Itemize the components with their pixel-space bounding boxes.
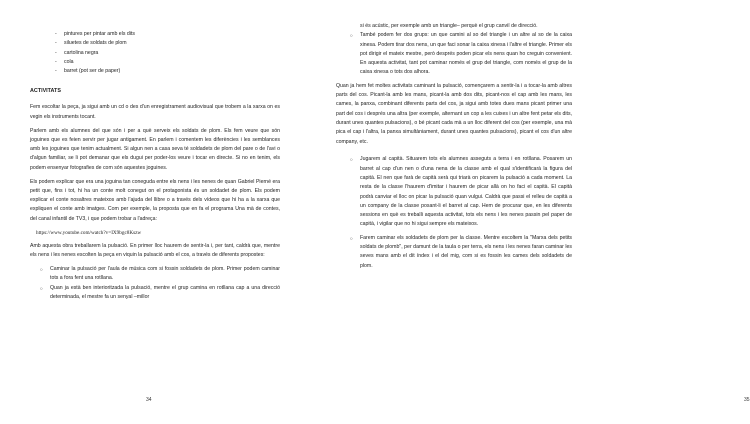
activity-list	[30, 265, 280, 302]
list-item: ○ També podem fer dos grups: un que camini al so del triangle i un altre al so de la caixa xinesa. Podem tirar dos nens, un que faci sonar la caixa xinesa i l'altre el triangle. Primer els pot dirigir el mateix mestre, però després poden picar els nens quan ho creguin convenient. En aquesta activitat, tant pot caminar només el grup del triangle, com només el grup de la caixa xinesa o tots dos alhora.	[350, 32, 572, 76]
list-item: - pintures per pintar amb els dits	[30, 30, 280, 39]
list-item: - cartolina negra	[30, 49, 280, 58]
open-circle-icon: ○	[350, 33, 353, 39]
dash-icon: -	[55, 68, 57, 75]
list-item: ○ Caminar la pulsació per l'aula de música com si fossin soldadets de plom. Primer podem caminar tots a fora fent una rotllana.	[40, 265, 280, 282]
dash-icon: -	[55, 49, 57, 56]
list-item: - cola	[30, 58, 280, 67]
video-link[interactable]: https://www.youtube.com/watch?v=IX9bgc8Kszw	[36, 229, 142, 236]
list-item: - siluetes de soldats de plom	[30, 39, 280, 48]
open-circle-icon: ○	[350, 235, 353, 241]
dash-icon: -	[55, 40, 57, 47]
list-item: ○ Quan ja està ben interioritzada la pulsació, mentre el grup camina en rotllana cap a una direcció determinada, el mestre fa un senyal –millor	[40, 284, 280, 300]
list-item: - barret (pot ser de paper)	[30, 67, 280, 76]
activity-list-continued	[340, 22, 572, 78]
paragraph: Els podem explicar que era una joguina tan coneguda entre els nens i les nenes de quan Gabriel Pierné era petit que, fins i tot, hi ha un conte molt conegut on el protagonista és un soldadet de plom. Els podem explicar el conte nosaltres mateixos amb l'ajuda del llibre o a través dels vídeos que hi ha a la xarxa que expliquen el conte amb imatges. Com per exemple, la proposta que en fa el programa Una mà de contes, del canal infantil de TV3, i que podem trobar a l'adreça:	[30, 178, 280, 222]
open-circle-icon: ○	[40, 285, 43, 291]
left-page	[0, 0, 300, 424]
paragraph: Amb aquesta obra treballarem la pulsació. En primer lloc haurem de sentir-la i, per tant, caldrà que, mentre els nens i les nenes escolten la peça en viquin la pulsació amb el cos, a través de diferents propostes:	[30, 242, 280, 259]
list-item: si és acústic, per exemple amb un triangle– perquè el grup canviï de direcció.	[360, 23, 538, 29]
activity-list-second	[340, 155, 572, 271]
list-item: ○ Farem caminar els soldadets de plom per la classe. Mentre escoltem la "Marxa dels petits soldats de plomb", per damunt de la taula o per terra, els nens i les nenes faran caminar les seves mans amb el dit índex i el del mig, com si es fossin les cames dels soldadets de plom.	[350, 234, 572, 269]
paragraph: Parlem amb els alumnes del que són i per a què serveix els soldats de plom. Els fem veure que són joguines que es feien servir per jugar antigament. En parlem i comentem les diferències i les semblances amb les joguines que tenim actualment. Si algun nen a casa seva té soldadets de plom del pare o de l'avi o d'algun familiar, se li pot demanar que els dugui per poder-los veure i tocar en directe. Si no en tenim, els podem ensenyar fotografies de com són aquestes joguines.	[30, 127, 280, 171]
page-number: 35	[744, 397, 750, 403]
dash-icon: -	[55, 31, 57, 37]
paragraph: Fem escoltar la peça, ja sigui amb un cd o des d'un enregistrament audiovisual que trobem a la xarxa on es vegin els instruments tocant.	[30, 104, 280, 120]
open-circle-icon: ○	[350, 157, 353, 163]
list-item: ○ Jugarem al capità. Situarem tots els alumnes asseguts a terra i en rotllana. Posarem un barret al cap d'un nen o d'una nena de la classe amb el qual s'identificarà la figura del capità. El nen que farà de capità serà qui triarà on picarem la pulsació a cada moment. La resta de la classe l'haurem d'imitar i haurem de picar allà on ho faci el capità. El capità podrà canviar el lloc on picar la pulsació quan vulgui. Caldrà que passi el relleu de capità a un company de la classe posant-li el barret al cap. Hem de procurar que, en les diferents sessions en què es treballi aquesta activitat, tots els nens i les nenes passin pel paper de capità, i vigilar que no hi sigui sempre els mateixos.	[350, 156, 572, 228]
dash-icon: -	[55, 58, 57, 65]
right-text-column	[336, 22, 572, 271]
paragraph: Quan ja hem fet moltes activitats caminant la pulsació, començarem a sentir-la i a tocar-la amb altres parts del cos. Picant-la amb les mans, picant-la amb dos dits, picant-nos el cap amb les mans, les cames, la panxa, combinant diferents parts del cos, ja sigui amb totes dues mans picant primer una part del cos i després una altra (per exemple, alternant un cop a les cuixes i un altre fent petar els dits, durant unes quantes pulsacions), o bé picant cada mà a un lloc diferent del cos (per exemple, una mà pica el cap i l'altra, la panxa simultàniament, durant unes quantes pulsacions), picant el cos d'un altre company, etc.	[336, 82, 572, 145]
section-heading: ACTIVITATS	[30, 88, 61, 95]
page-number: 34	[146, 397, 152, 403]
left-text-column	[30, 30, 280, 302]
materials-list	[30, 30, 280, 76]
open-circle-icon: ○	[40, 266, 43, 272]
